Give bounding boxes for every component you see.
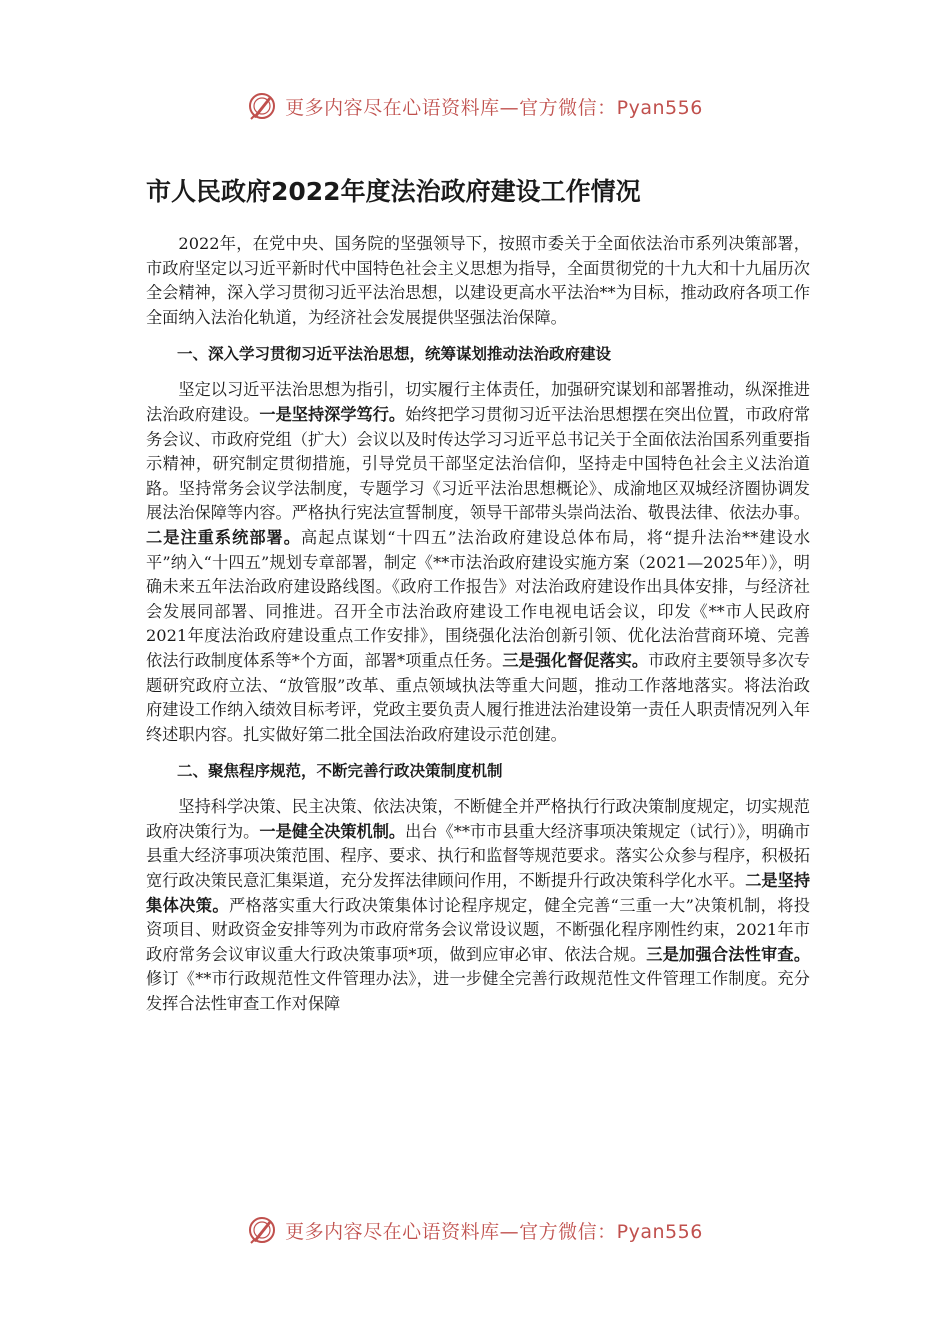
quill-seal-icon — [247, 91, 277, 121]
paragraph-text: 始终把学习贯彻习近平法治思想摆在突出位置，市政府常务会议、市政府党组（扩大）会议以及时传达学习习近平总书记关于全面依法治国系列重要指示精神，研究制定贯彻措施，引导党员干部坚定法治信仰，坚持走中国特色社会主义法治道路。坚持常务会议学法制度，专题学习《习近平法治思想概论》、成渝地区双城经济圈协调发展法治保障等内容。严格执行宪法宣誓制度，领导干部带头崇尚法治、敬畏法律、依法办事。 — [146, 404, 811, 523]
section-paragraph-2 — [146, 795, 810, 1016]
quill-seal-icon — [247, 1215, 277, 1245]
key-point-label: 二是注重系统部署。 — [146, 527, 301, 547]
section-heading-1: 一、深入学习贯彻习近平法治思想，统筹谋划推动法治政府建设 — [177, 345, 612, 364]
document-body — [146, 232, 810, 1017]
paragraph-text: 高起点谋划“十四五”法治政府建设总体布局，将“提升法治**建设水平”纳入“十四五”规划专章部署，制定《**市法治政府建设实施方案（2021—2025年）》，明确未来五年法治政府建设路线图。《政府工作报告》对法治政府建设作出具体安排，与经济社会发展同部署、同推进。召开全市法治政府建设工作电视电话会议，印发《**市人民政府2021年度法治政府建设重点工作安排》，围绕强化法治创新引领、优化法治营商环境、完善依法行政制度体系等*个方面，部署*项重点任务。 — [146, 527, 811, 670]
key-point-label: 一是健全决策机制。 — [259, 821, 406, 841]
watermark-header — [0, 86, 950, 126]
key-point-label: 三是加强合法性审查。 — [646, 944, 811, 964]
paragraph-text: 坚定以习近平法治思想为指引，切实履行主体责任，加强研究谋划和部署推动，纵深推进法治政府建设。 — [146, 380, 810, 424]
paragraph-text: 市政府主要领导多次专题研究政府立法、“放管服”改革、重点领域执法等重大问题，推动工作落地落实。将法治政府建设工作纳入绩效目标考评，党政主要负责人履行推进法治建设第一责任人职责情况列入年终述职内容。扎实做好第二批全国法治政府建设示范创建。 — [146, 650, 811, 744]
section-paragraph-1 — [146, 378, 810, 747]
watermark-text: 更多内容尽在心语资料库—官方微信：Pyan556 — [285, 96, 703, 119]
paragraph-text: 出台《**市市县重大经济事项决策规定（试行）》，明确市县重大经济事项决策范围、程序、要求、执行和监督等规范要求。落实公众参与程序，积极拓宽行政决策民意汇集渠道，充分发挥法律顾问作用，不断提升行政决策科学化水平。 — [146, 821, 811, 891]
page-title: 市人民政府2022年度法治政府建设工作情况 — [146, 177, 641, 206]
watermark-text: 更多内容尽在心语资料库—官方微信：Pyan556 — [285, 1220, 703, 1243]
watermark-footer — [0, 1210, 950, 1250]
paragraph-text: 严格落实重大行政决策集体讨论程序规定，健全完善“三重一大”决策机制，将投资项目、财政资金安排等列为市政府常务会议常设议题，不断强化程序刚性约束，2021年市政府常务会议审议重大行政决策事项*项，做到应审必审、依法合规。 — [146, 895, 810, 964]
section-heading-2: 二、聚焦程序规范，不断完善行政决策制度机制 — [177, 762, 503, 781]
paragraph-text: 坚持科学决策、民主决策、依法决策，不断健全并严格执行行政决策制度规定，切实规范政府决策行为。 — [146, 797, 810, 841]
intro-paragraph: 2022年，在党中央、国务院的坚强领导下，按照市委关于全面依法治市系列决策部署，市政府坚定以习近平新时代中国特色社会主义思想为指导，全面贯彻党的十九大和十九届历次全会精神，深入学习贯彻习近平法治思想，以建设更高水平法治**为目标，推动政府各项工作全面纳入法治化轨道，为经济社会发展提供坚强法治保障。 — [146, 234, 810, 327]
key-point-label: 三是强化督促落实。 — [502, 650, 649, 670]
paragraph-text: 修订《**市行政规范性文件管理办法》，进一步健全完善行政规范性文件管理工作制度。充分发挥合法性审查工作对保障 — [146, 969, 810, 1014]
key-point-label: 二是坚持集体决策。 — [146, 871, 811, 915]
key-point-label: 一是坚持深学笃行。 — [259, 404, 406, 424]
